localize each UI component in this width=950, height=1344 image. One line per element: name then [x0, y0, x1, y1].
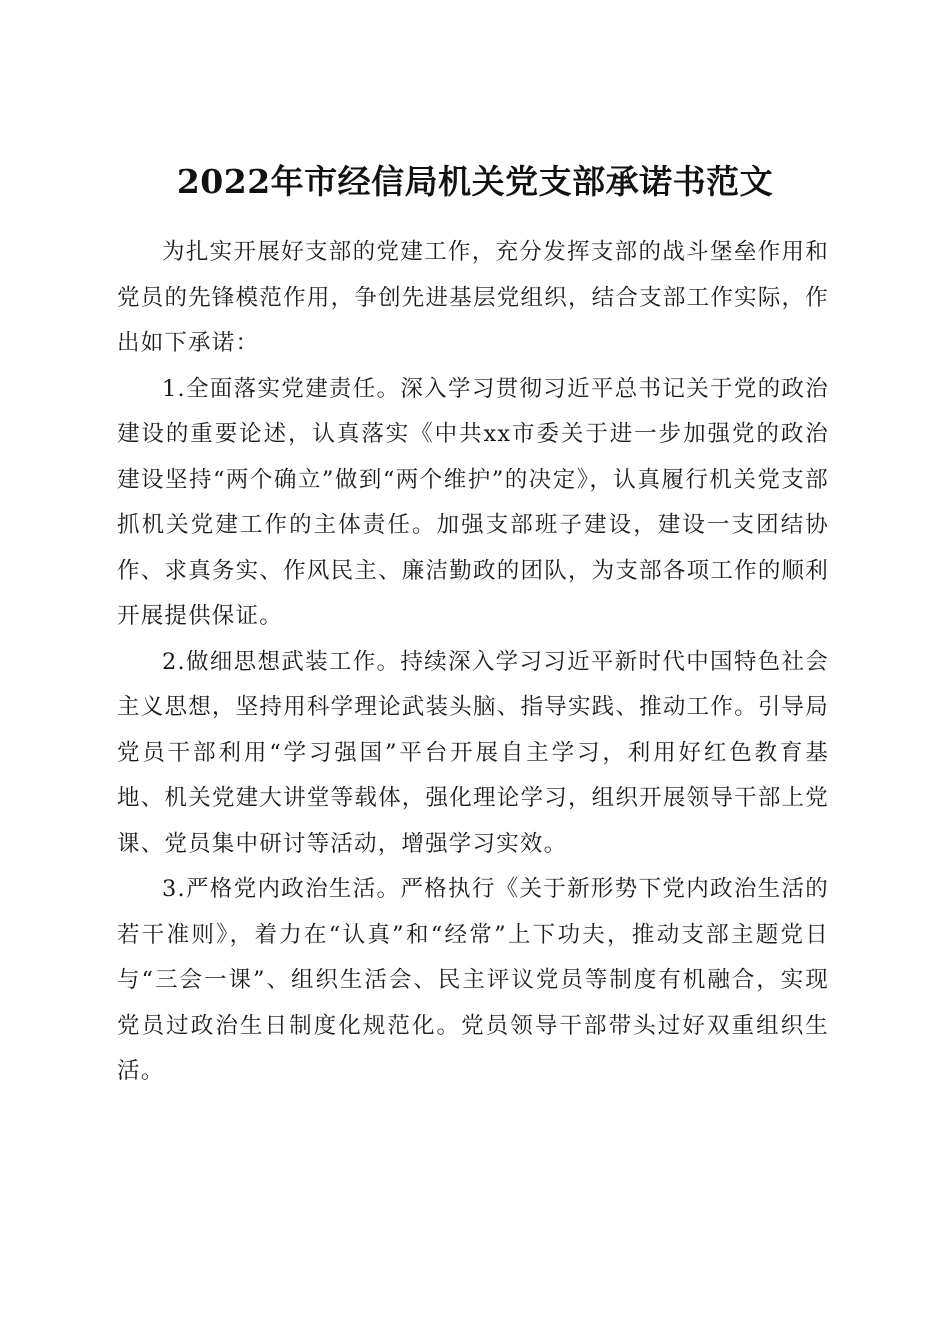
intro-paragraph: 为扎实开展好支部的党建工作，充分发挥支部的战斗堡垒作用和党员的先锋模范作用，争创先进基层党组织，结合支部工作实际，作出如下承诺： — [117, 239, 829, 356]
item-1-paragraph: 1.全面落实党建责任。深入学习贯彻习近平总书记关于党的政治建设的重要论述，认真落实《中共xx市委关于进一步加强党的政治建设坚持“两个确立”做到“两个维护”的决定》，认真履行机关党支部抓机关党建工作的主体责任。加强支部班子建设，建设一支团结协作、求真务实、作风民主、廉洁勤政的团队，为支部各项工作的顺利开展提供保证。 — [117, 375, 829, 629]
item-3-paragraph: 3.严格党内政治生活。严格执行《关于新形势下党内政治生活的若干准则》，着力在“认真”和“经常”上下功夫，推动支部主题党日与“三会一课”、组织生活会、民主评议党员等制度有机融合，实现党员过政治生日制度化规范化。党员领导干部带头过好双重组织生活。 — [117, 876, 829, 1084]
item-2-paragraph: 2.做细思想武装工作。持续深入学习习近平新时代中国特色社会主义思想，坚持用科学理论武装头脑、指导实践、推动工作。引导局党员干部利用“学习强国”平台开展自主学习，利用好红色教育基地、机关党建大讲堂等载体，强化理论学习，组织开展领导干部上党课、党员集中研讨等活动，增强学习实效。 — [117, 648, 829, 857]
document-title: 2022年市经信局机关党支部承诺书范文 — [176, 162, 774, 202]
document-body — [117, 230, 829, 1095]
